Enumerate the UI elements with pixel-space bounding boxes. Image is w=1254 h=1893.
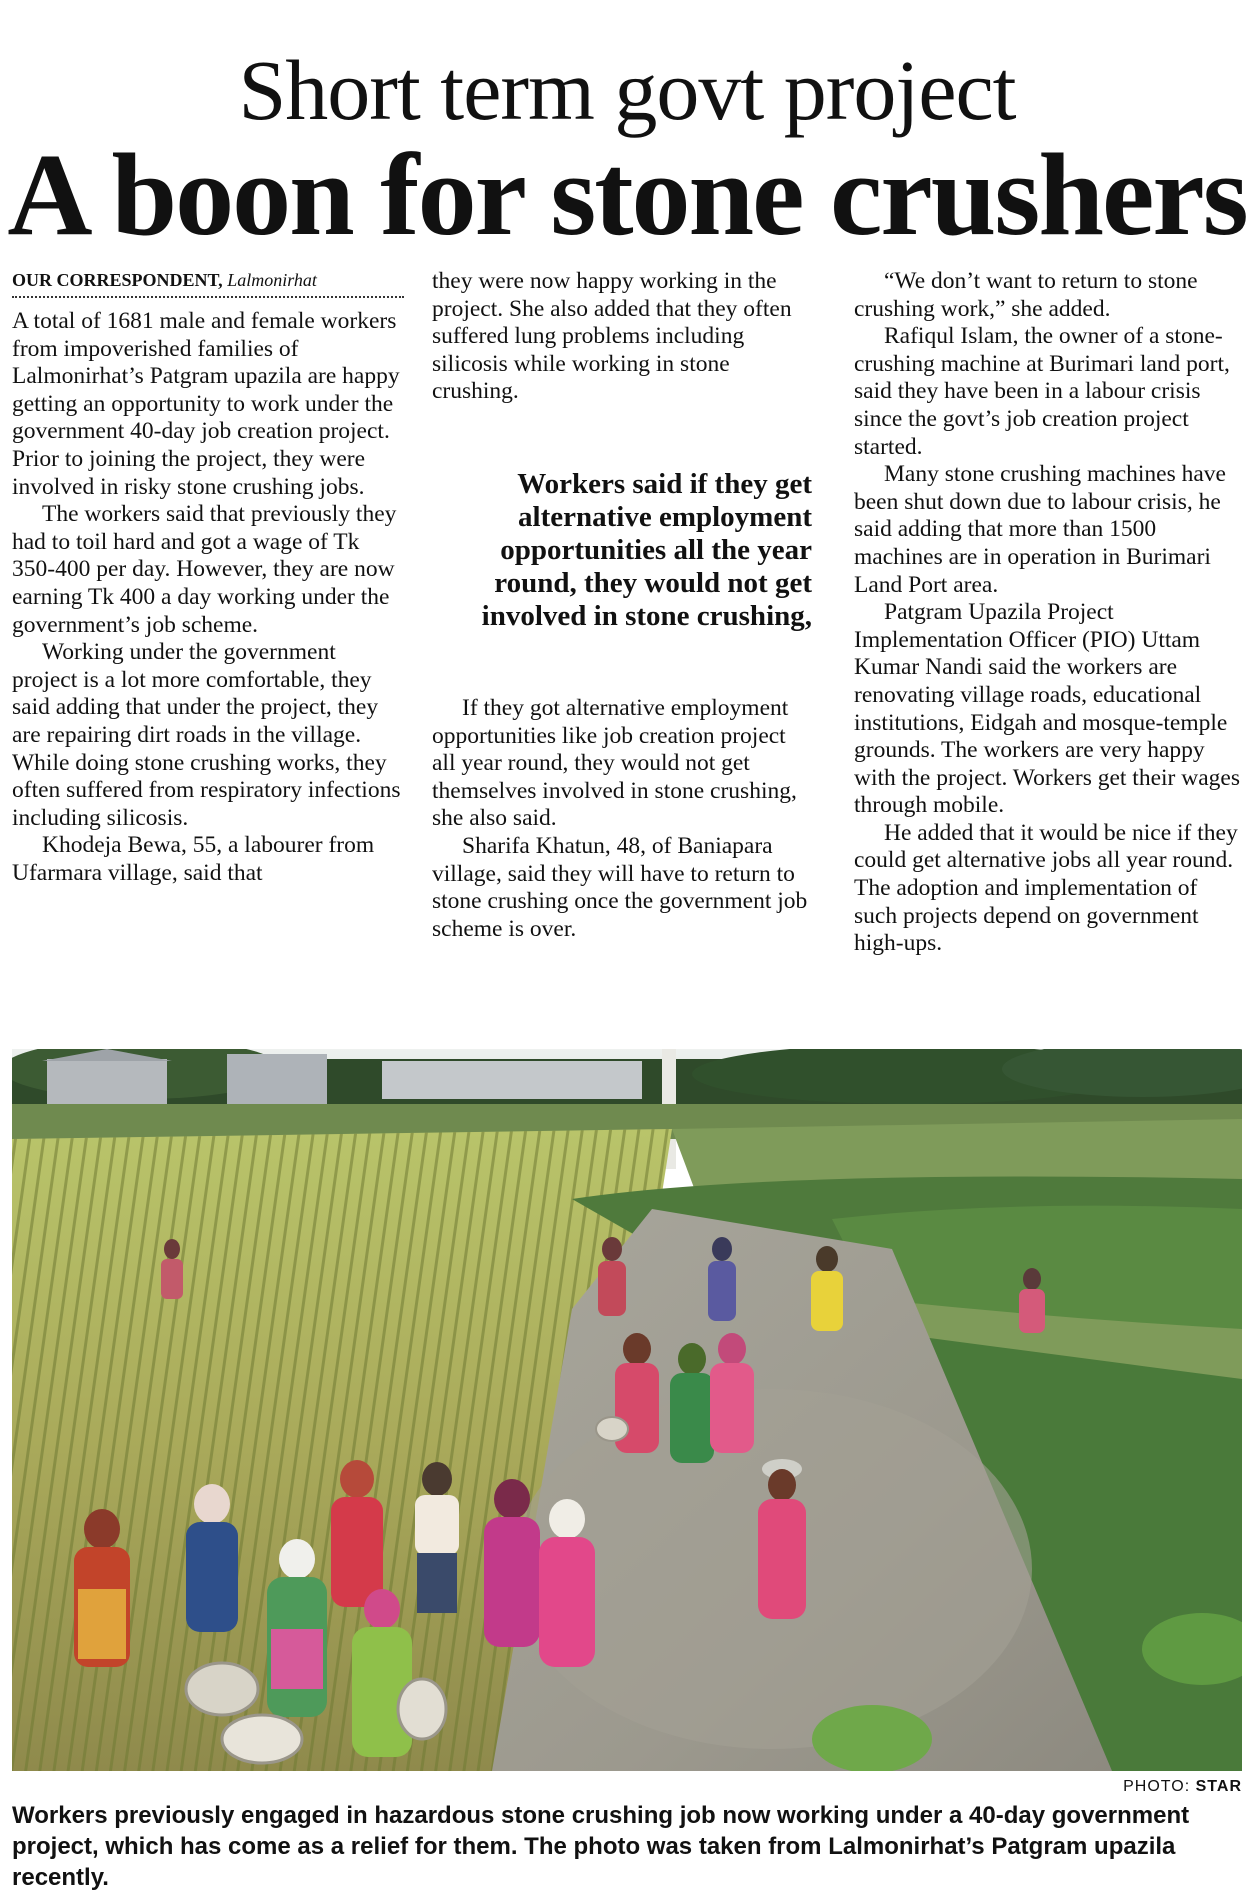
headline-main: A boon for stone crushers — [7, 129, 1247, 260]
paragraph: The workers said that previously they had to toil hard and got a wage of Tk 350-400 per day. However, they are now earning Tk 400 a day working under the government’s job scheme. — [12, 501, 397, 638]
photo-credit-source: STAR — [1195, 1778, 1242, 1795]
paragraph: A total of 1681 male and female workers from impoverished families of Lalmonirhat’s Patgram upazila are happy getting an opportunity to work under the government 40-day job creation project. Prior to joining the project, they were involved in risky stone crushing jobs. — [12, 308, 400, 500]
paragraph: “We don’t want to return to stone crushing work,” she added. — [854, 268, 1198, 322]
paragraph: Rafiqul Islam, the owner of a stone-crushing machine at Burimari land port, said they have been in a labour crisis since the govt’s job creation project started. — [854, 323, 1230, 460]
article-column-1 — [12, 268, 404, 887]
paragraph: Patgram Upazila Project Implementation Officer (PIO) Uttam Kumar Nandi said the workers are renovating village roads, educational institutions, Eidgah and mosque-temple grounds. The workers are very happy with the project. Workers get their wages through mobile. — [854, 599, 1240, 819]
article-column-3 — [854, 268, 1246, 958]
photo-credit-prefix: PHOTO: — [1123, 1778, 1191, 1795]
article-column-2 — [432, 268, 812, 943]
photo-caption: Workers previously engaged in hazardous stone crushing job now working under a 40-day government project, which has come as a relief for them. The photo was taken from Lalmonirhat’s Patgram upazila recently. — [12, 1802, 1190, 1891]
headline-kicker: Short term govt project — [238, 42, 1016, 138]
photo-illustration — [12, 1049, 1242, 1771]
paragraph: Many stone crushing machines have been shut down due to labour crisis, he said adding that more than 1500 machines are in operation in Burimari Land Port area. — [854, 461, 1226, 598]
news-photo — [12, 1049, 1242, 1771]
photo-credit — [1123, 1778, 1242, 1796]
paragraph: Working under the government project is a lot more comfortable, they said adding that under the project, they are repairing dirt roads in the village. While doing stone crushing works, they often suffered from respiratory infections including silicosis. — [12, 639, 401, 831]
paragraph: Sharifa Khatun, 48, of Baniapara village, said they will have to return to stone crushing once the government job scheme is over. — [432, 832, 808, 942]
byline — [12, 268, 404, 298]
paragraph: Khodeja Bewa, 55, a labourer from Ufarmara village, said that — [12, 832, 375, 886]
paragraph: If they got alternative employment opportunities like job creation project all year round, they would not get themselves involved in stone crushing, she also said. — [432, 694, 797, 832]
byline-author: OUR CORRESPONDENT, — [12, 270, 223, 290]
paragraph: He added that it would be nice if they could get alternative jobs all year round. The adoption and implementation of such projects depend on government high-ups. — [854, 819, 1238, 957]
pull-quote: Workers said if they get alternative employment opportunities all the year round, they would not get involved in stone crushing, — [481, 467, 812, 632]
paragraph: they were now happy working in the project. She also added that they often suffered lung problems including silicosis while working in stone crushing. — [432, 268, 792, 405]
byline-location: Lalmonirhat — [227, 270, 317, 290]
